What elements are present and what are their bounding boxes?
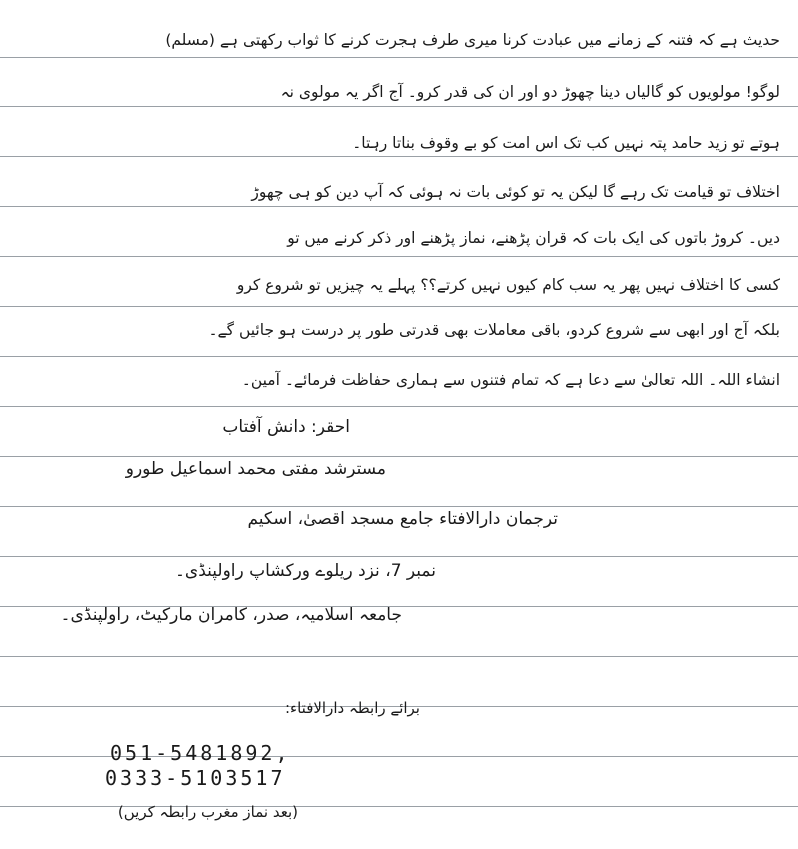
body-line-7: بلکہ آج اور ابھی سے شروع کردو، باقی معاملات بھی قدرتی طور پر درست ہو جائیں گے۔ <box>208 321 780 339</box>
body-line-6: کسی کا اختلاف نہیں پھر یہ سب کام کیوں نہیں کرتے؟؟ پہلے یہ چیزیں تو شروع کرو <box>236 276 780 294</box>
ruled-line <box>0 406 798 407</box>
contact-phone-1: 051-5481892, <box>110 741 291 765</box>
body-line-hadith: حدیث ہے کہ فتنہ کے زمانے میں عبادت کرنا میری طرف ہجرت کرنے کا ثواب رکھتی ہے (مسلم) <box>165 31 780 49</box>
body-line-8: انشاء اللہ۔ اللہ تعالیٰ سے دعا ہے کہ تمام فتنوں سے ہماری حفاظت فرمائے۔ آمین۔ <box>241 371 780 389</box>
contact-phone-2: 0333-5103517 <box>105 766 286 790</box>
ruled-line <box>0 57 798 58</box>
ruled-line <box>0 456 798 457</box>
contact-heading: برائے رابطہ دارالافتاء: <box>285 699 420 717</box>
signature-address: نمبر 7، نزد ریلوے ورکشاپ راولپنڈی۔ <box>174 561 436 581</box>
ruled-line <box>0 656 798 657</box>
ruled-line <box>0 556 798 557</box>
ruled-line <box>0 506 798 507</box>
ruled-line <box>0 206 798 207</box>
contact-note: (بعد نماز مغرب رابطہ کریں) <box>117 803 298 821</box>
body-line-5: دیں۔ کروڑ باتوں کی ایک بات کہ قران پڑھنے، نماز پڑھنے اور ذکر کرنے میں تو <box>287 229 780 247</box>
ruled-line <box>0 156 798 157</box>
ruled-line <box>0 106 798 107</box>
signature-author: احقر: دانش آفتاب <box>222 417 350 437</box>
ruled-line <box>0 306 798 307</box>
signature-institution: جامعہ اسلامیہ، صدر، کامران مارکیٹ، راولپنڈی۔ <box>60 605 402 625</box>
signature-mentor: مسترشد مفتی محمد اسماعیل طورو <box>125 459 386 479</box>
signature-role: ترجمان دارالافتاء جامع مسجد اقصیٰ، اسکیم <box>247 509 558 529</box>
body-line-2: لوگو! مولویوں کو گالیاں دینا چھوڑ دو اور ان کی قدر کرو۔ آج اگر یہ مولوی نہ <box>280 83 780 101</box>
body-line-3: ہوتے تو زید حامد پتہ نہیں کب تک اس امت کو بے وقوف بناتا رہتا۔ <box>352 134 780 152</box>
ruled-line <box>0 256 798 257</box>
ruled-line <box>0 356 798 357</box>
body-line-4: اختلاف تو قیامت تک رہے گا لیکن یہ تو کوئی بات نہ ہوئی کہ آپ دین کو ہی چھوڑ <box>251 183 780 201</box>
